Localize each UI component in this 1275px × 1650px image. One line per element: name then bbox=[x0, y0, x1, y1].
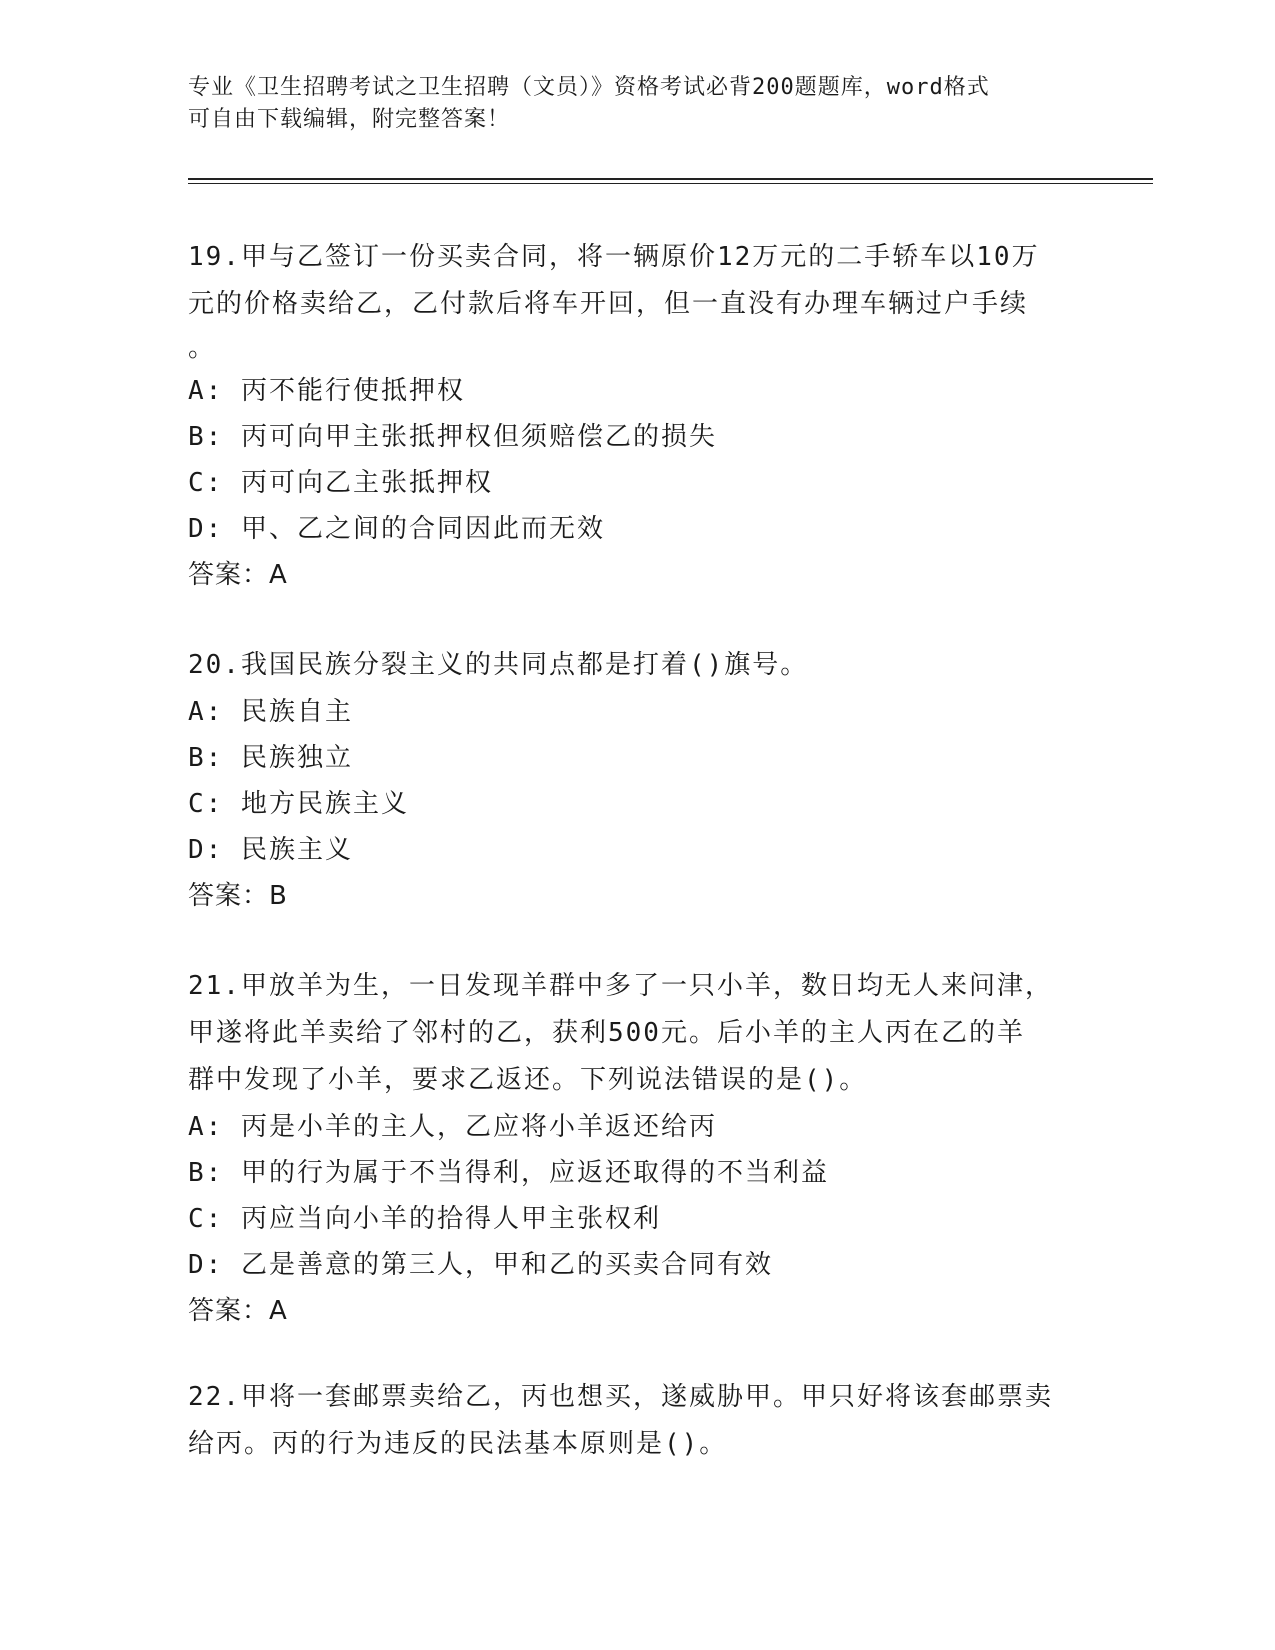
header-line-2: 可自由下载编辑，附完整答案！ bbox=[188, 107, 511, 132]
question-stem-line: 给丙。丙的行为违反的民法基本原则是()。 bbox=[188, 1429, 728, 1459]
question-22 bbox=[188, 1374, 1088, 1468]
question-stem-line: 。 bbox=[188, 333, 217, 363]
answer-line: 答案：B bbox=[188, 881, 288, 911]
option-a: A: 民族自主 bbox=[188, 697, 353, 727]
question-20 bbox=[188, 642, 1088, 919]
option-a: A: 丙是小羊的主人，乙应将小羊返还给丙 bbox=[188, 1112, 717, 1142]
answer-line: 答案：A bbox=[188, 560, 288, 590]
question-stem-line: 甲遂将此羊卖给了邻村的乙，获利500元。后小羊的主人丙在乙的羊 bbox=[188, 1018, 1025, 1048]
option-a: A: 丙不能行使抵押权 bbox=[188, 376, 465, 406]
document-header bbox=[188, 72, 1088, 136]
question-19 bbox=[188, 234, 1088, 598]
answer-line: 答案：A bbox=[188, 1296, 288, 1326]
question-21 bbox=[188, 963, 1088, 1334]
header-divider-thick bbox=[188, 178, 1153, 180]
header-line-1: 专业《卫生招聘考试之卫生招聘（文员）》资格考试必背200题题库，word格式 bbox=[188, 75, 990, 100]
question-stem-line: 20.我国民族分裂主义的共同点都是打着()旗号。 bbox=[188, 650, 809, 680]
option-b: B: 民族独立 bbox=[188, 743, 353, 773]
option-d: D: 甲、乙之间的合同因此而无效 bbox=[188, 514, 605, 544]
option-b: B: 甲的行为属于不当得利，应返还取得的不当利益 bbox=[188, 1158, 829, 1188]
option-b: B: 丙可向甲主张抵押权但须赔偿乙的损失 bbox=[188, 422, 717, 452]
option-d: D: 乙是善意的第三人，甲和乙的买卖合同有效 bbox=[188, 1250, 773, 1280]
question-stem-line: 19.甲与乙签订一份买卖合同，将一辆原价12万元的二手轿车以10万 bbox=[188, 242, 1040, 272]
question-stem-line: 群中发现了小羊，要求乙返还。下列说法错误的是()。 bbox=[188, 1065, 868, 1095]
option-c: C: 丙应当向小羊的拾得人甲主张权利 bbox=[188, 1204, 661, 1234]
option-c: C: 丙可向乙主张抵押权 bbox=[188, 468, 493, 498]
question-stem-line: 22.甲将一套邮票卖给乙，丙也想买，遂威胁甲。甲只好将该套邮票卖 bbox=[188, 1382, 1053, 1412]
option-c: C: 地方民族主义 bbox=[188, 789, 409, 819]
question-stem-line: 21.甲放羊为生，一日发现羊群中多了一只小羊，数日均无人来问津， bbox=[188, 971, 1053, 1001]
option-d: D: 民族主义 bbox=[188, 835, 353, 865]
question-stem-line: 元的价格卖给乙，乙付款后将车开回，但一直没有办理车辆过户手续 bbox=[188, 289, 1029, 319]
header-divider-thin bbox=[188, 183, 1153, 184]
